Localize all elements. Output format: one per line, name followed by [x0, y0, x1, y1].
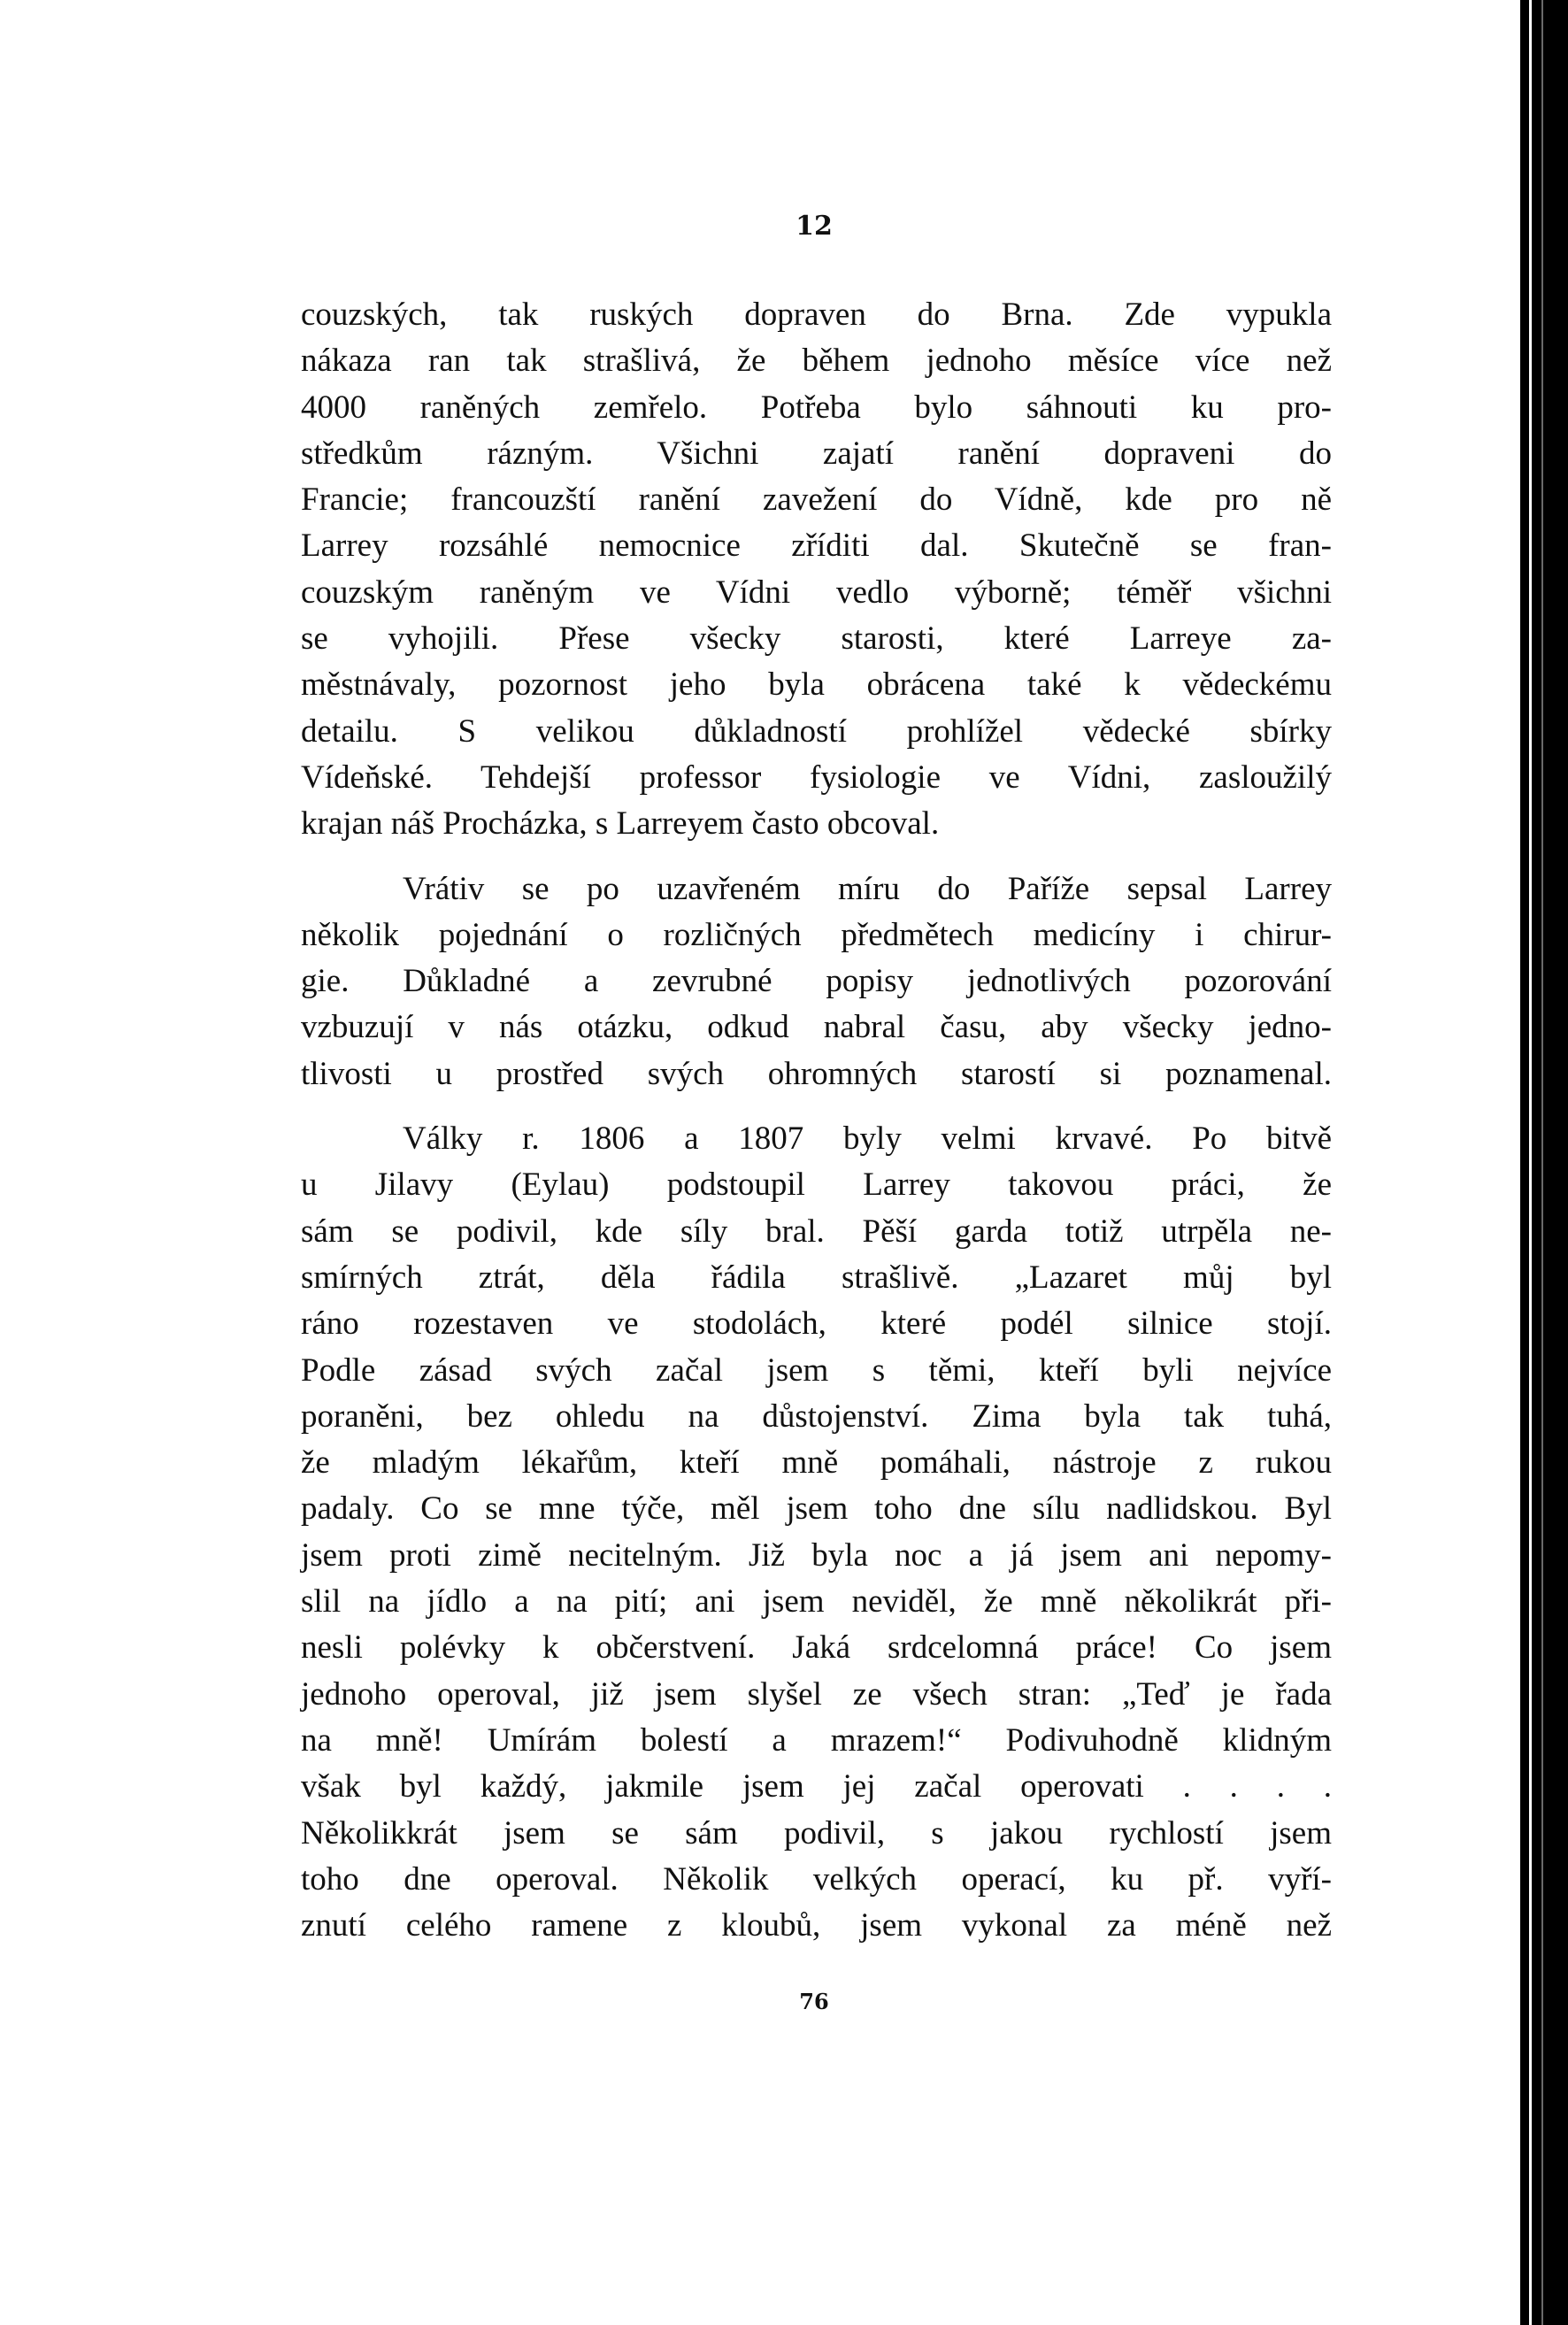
signature-mark: 76 [799, 1989, 829, 2014]
text-line: sám se podivil, kde síly bral. Pěší garda totiž utrpěla ne- [301, 1213, 1332, 1250]
text-line: Několikkrát jsem se sám podivil, s jakou rychlostí jsem [301, 1814, 1332, 1852]
text-line: poraněni, bez ohledu na důstojenství. Zima byla tak tuhá, [301, 1397, 1332, 1435]
text-line: Vídeňské. Tehdejší professor fysiologie ve Vídni, zasloužilý [301, 758, 1332, 796]
edge-line [1541, 0, 1543, 2325]
text-line: městnávaly, pozornost jeho byla obrácena také k vědeckému [301, 666, 1332, 704]
text-line: tlivosti u prostřed svých ohromných starostí si poznamenal. [301, 1055, 1332, 1092]
text-line: jsem proti zimě necitelným. Již byla noc a já jsem ani nepomy- [301, 1536, 1332, 1574]
text-line: Vrátiv se po uzavřeném míru do Paříže sepsal Larrey [403, 870, 1332, 907]
paragraph [301, 292, 1332, 848]
text-line: padaly. Co se mne týče, měl jsem toho dne sílu nadlidskou. Byl [301, 1490, 1332, 1528]
text-line: couzských, tak ruských dopraven do Brna. Zde vypukla [301, 296, 1332, 333]
text-line: slil na jídlo a na pití; ani jsem neviděl, že mně několikrát při- [301, 1583, 1332, 1621]
text-line: gie. Důkladné a zevrubné popisy jednotlivých pozorování [301, 963, 1332, 1000]
text-line: na mně! Umírám bolestí a mrazem!“ Podivuhodně klidným [301, 1721, 1332, 1759]
text-line: znutí celého ramene z kloubů, jsem vykonal za méně než [301, 1907, 1332, 1944]
edge-line [1529, 0, 1532, 2325]
body-text [301, 292, 1332, 1949]
text-line: krajan náš Procházka, s Larreyem často obcoval. [301, 805, 940, 843]
text-line: ráno rozestaven ve stodolách, které podél silnice stojí. [301, 1305, 1332, 1343]
text-line: detailu. S velikou důkladností prohlížel vědecké sbírky [301, 712, 1332, 750]
page-number: 12 [796, 211, 833, 242]
text-line: se vyhojili. Přese všecky starosti, které Larreye za- [301, 620, 1332, 658]
text-line: Války r. 1806 a 1807 byly velmi krvavé. Po bitvě [403, 1120, 1332, 1158]
text-line: couzským raněným ve Vídni vedlo výborně; téměř všichni [301, 574, 1332, 611]
text-line: toho dne operoval. Několik velkých operací, ku př. vyří- [301, 1860, 1332, 1898]
text-line: nákaza ran tak strašlivá, že během jednoho měsíce více než [301, 343, 1332, 380]
text-line: Podle zásad svých začal jsem s těmi, kteří byli nejvíce [301, 1351, 1332, 1389]
text-line: středkům rázným. Všichni zajatí ranění dopraveni do [301, 435, 1332, 472]
page-edge-border [1520, 0, 1568, 2325]
text-line: u Jilavy (Eylau) podstoupil Larrey takovou práci, že [301, 1166, 1332, 1204]
text-line: Francie; francouzští ranění zavežení do Vídně, kde pro ně [301, 481, 1332, 519]
text-line: několik pojednání o rozličných předmětech medicíny i chirur- [301, 916, 1332, 953]
text-line: nesli polévky k občerstvení. Jaká srdcelomná práce! Co jsem [301, 1629, 1332, 1667]
text-line: vzbuzují v nás otázku, odkud nabral času, aby všecky jedno- [301, 1009, 1332, 1046]
text-line: Larrey rozsáhlé nemocnice zříditi dal. Skutečně se fran- [301, 527, 1332, 565]
text-line: jednoho operoval, již jsem slyšel ze všech stran: „Teď je řada [301, 1675, 1332, 1713]
text-line: že mladým lékařům, kteří mně pomáhali, nástroje z rukou [301, 1444, 1332, 1482]
text-line: smírných ztrát, děla řádila strašlivě. „Lazaret můj byl [301, 1259, 1332, 1296]
text-line: však byl každý, jakmile jsem jej začal operovati . . . . [301, 1768, 1332, 1805]
text-line: 4000 raněných zemřelo. Potřeba bylo sáhnouti ku pro- [301, 389, 1332, 426]
paragraph [301, 866, 1332, 1097]
paragraph [301, 1116, 1332, 1949]
